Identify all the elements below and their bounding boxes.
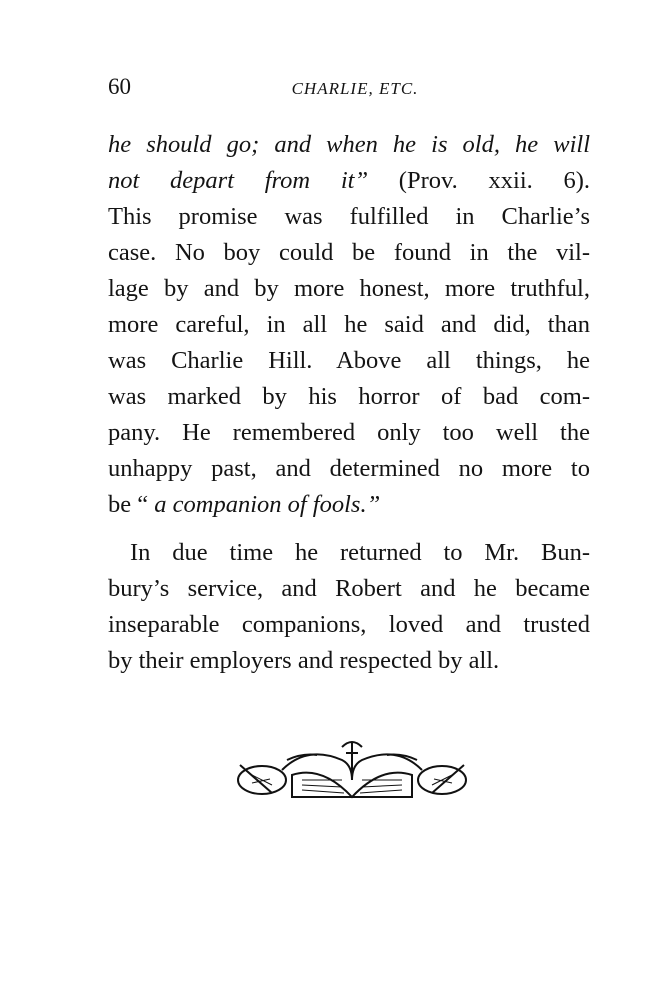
text-line <box>108 574 590 604</box>
text-segment: be “ <box>108 491 155 518</box>
text-segment: In due time he returned to Mr. Bun- <box>130 539 590 566</box>
text-segment: inseparable companions, loved and trusted <box>108 611 590 638</box>
text-line <box>108 130 590 160</box>
text-segment: lage by and by more honest, more truthful, <box>108 275 590 302</box>
text-segment: was marked by his horror of bad com- <box>108 383 590 410</box>
text-line <box>108 490 590 520</box>
text-segment: bury’s service, and Robert and he became <box>108 575 590 602</box>
text-line <box>108 346 590 376</box>
text-segment: pany. He remembered only too well the <box>108 419 590 446</box>
text-segment: not depart from it” <box>108 167 369 194</box>
text-segment: by their employers and respected by all. <box>108 647 500 674</box>
text-line <box>108 610 590 640</box>
text-segment: This promise was fulfilled in Charlie’s <box>108 203 590 230</box>
text-line <box>108 418 590 448</box>
text-segment: a companion of fools.” <box>154 491 381 518</box>
running-title: CHARLIE, ETC. <box>291 79 419 98</box>
text-line <box>130 538 590 568</box>
text-line <box>108 310 590 340</box>
text-segment: unhappy past, and determined no more to <box>108 455 590 482</box>
text-segment: he should go; and when he is old, he will <box>108 131 590 158</box>
text-line <box>108 274 590 304</box>
text-line <box>108 202 590 232</box>
page-number: 60 <box>108 74 131 99</box>
text-segment: was Charlie Hill. Above all things, he <box>108 347 590 374</box>
text-line <box>108 454 590 484</box>
text-line <box>108 382 590 412</box>
tailpiece-ornament-icon <box>232 735 472 805</box>
text-segment: more careful, in all he said and did, than <box>108 311 590 338</box>
text-line <box>108 166 590 196</box>
text-segment: case. No boy could be found in the vil- <box>108 239 590 266</box>
text-line <box>108 646 590 676</box>
text-segment: (Prov. xxii. 6). <box>368 167 591 194</box>
text-line <box>108 238 590 268</box>
